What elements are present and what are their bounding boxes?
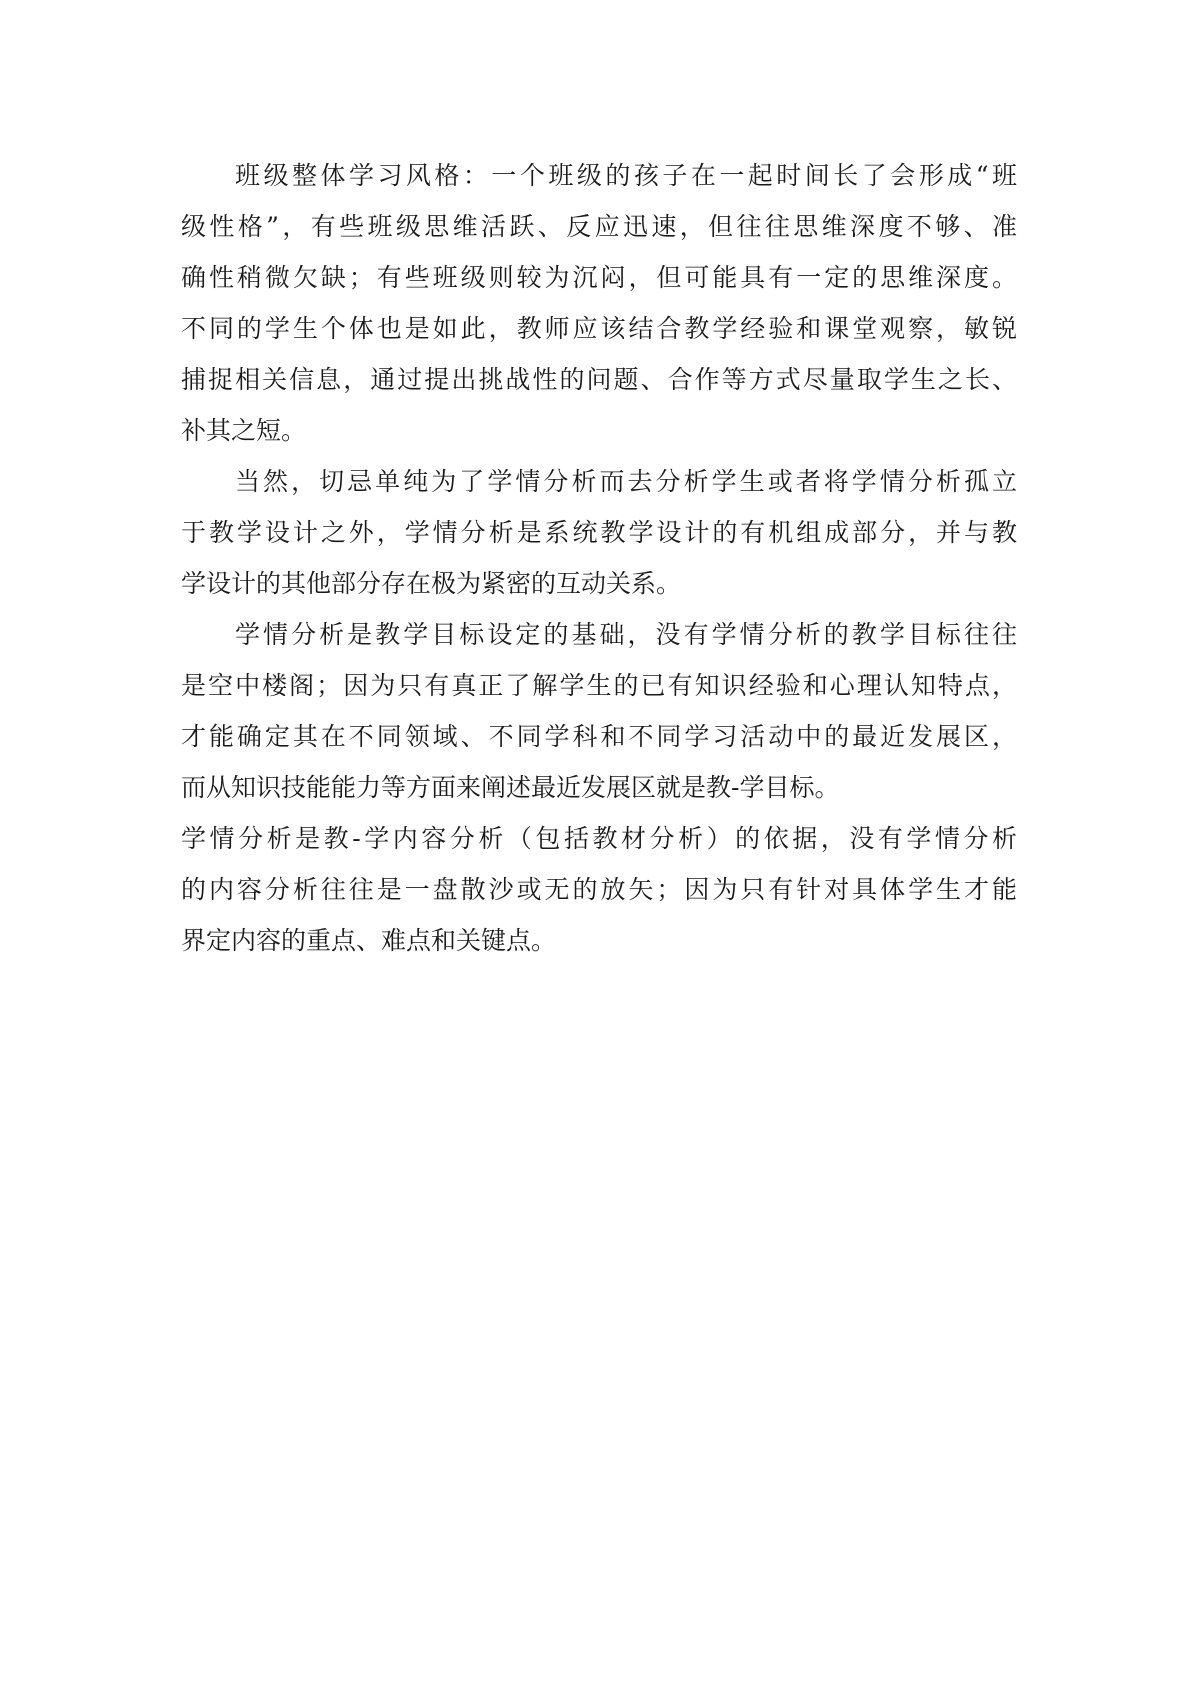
paragraph-1-line-4: 不同的学生个体也是如此，教师应该结合教学经验和课堂观察，敏锐	[181, 314, 1017, 343]
paragraph-1-line-1: 班级整体学习风格：一个班级的孩子在一起时间长了会形成“班	[235, 161, 1017, 190]
paragraph-1-line-5: 捕捉相关信息，通过提出挑战性的问题、合作等方式尽量取学生之长、	[181, 365, 1017, 394]
paragraph-2-line-3: 学设计的其他部分存在极为紧密的互动关系。	[181, 569, 682, 598]
paragraph-1-line-3: 确性稍微欠缺；有些班级则较为沉闷，但可能具有一定的思维深度。	[181, 263, 1017, 292]
paragraph-4-line-1: 学情分析是教-学内容分析（包括教材分析）的依据，没有学情分析	[181, 824, 1017, 853]
paragraph-1-line-2: 级性格”，有些班级思维活跃、反应迅速，但往往思维深度不够、准	[181, 212, 1017, 241]
paragraph-3-line-3: 才能确定其在不同领域、不同学科和不同学习活动中的最近发展区，	[181, 722, 1017, 751]
paragraph-1-line-6: 补其之短。	[181, 416, 307, 445]
paragraph-2-line-1: 当然，切忌单纯为了学情分析而去分析学生或者将学情分析孤立	[235, 467, 1017, 496]
paragraph-2-line-2: 于教学设计之外，学情分析是系统教学设计的有机组成部分，并与教	[181, 518, 1017, 547]
paragraph-3-line-2: 是空中楼阁；因为只有真正了解学生的已有知识经验和心理认知特点，	[181, 671, 1017, 700]
paragraph-3-line-1: 学情分析是教学目标设定的基础，没有学情分析的教学目标往往	[235, 620, 1017, 649]
paragraph-4-line-3: 界定内容的重点、难点和关键点。	[181, 926, 557, 955]
paragraph-3-line-4: 而从知识技能能力等方面来阐述最近发展区就是教-学目标。	[181, 773, 840, 802]
paragraph-4-line-2: 的内容分析往往是一盘散沙或无的放矢；因为只有针对具体学生才能	[181, 875, 1017, 904]
document-body	[181, 150, 1017, 966]
